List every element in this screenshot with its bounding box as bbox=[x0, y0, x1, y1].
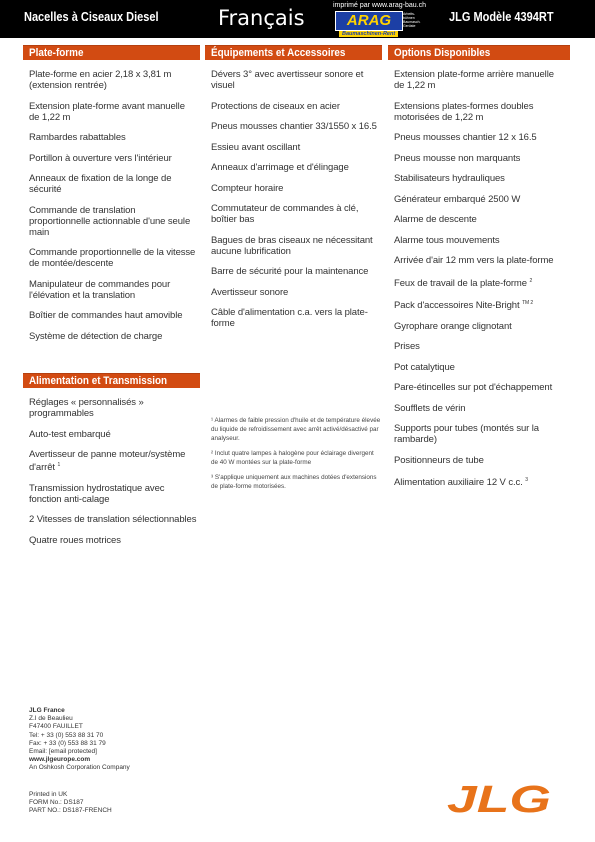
power-item bbox=[29, 429, 197, 440]
option-item-text: Soufflets de vérin bbox=[394, 402, 466, 414]
platform-item-text: Boîtier de commandes haut amovible bbox=[29, 310, 183, 321]
option-item bbox=[394, 153, 566, 164]
arag-logo-subtitle: Baumaschinen-Rent bbox=[339, 31, 398, 37]
fax: Fax: + 33 (0) 553 88 31 79 bbox=[29, 739, 106, 747]
equipment-item bbox=[211, 235, 379, 257]
header-bar bbox=[0, 0, 595, 38]
print-info bbox=[29, 791, 112, 816]
option-item bbox=[394, 132, 566, 143]
option-item bbox=[394, 101, 566, 123]
power-item-text: Quatre roues motrices bbox=[29, 534, 121, 546]
footnotes bbox=[211, 416, 381, 497]
power-item bbox=[29, 535, 197, 546]
equipment-item-text: Bagues de bras ciseaux ne nécessitant aucune lubrification bbox=[211, 234, 373, 257]
option-item bbox=[394, 362, 566, 373]
section-header-options: Options Disponibles bbox=[388, 45, 570, 60]
equipment-item bbox=[211, 121, 379, 132]
equipment-list bbox=[211, 69, 379, 339]
email: Email: [email protected] bbox=[29, 748, 97, 756]
option-item-text: Pneus mousses chantier 12 x 16.5 bbox=[394, 132, 537, 143]
arag-logo-name: ARAG bbox=[335, 11, 403, 31]
company-name: JLG France bbox=[29, 707, 65, 714]
option-item-text: Alimentation auxiliaire 12 V c.c. bbox=[394, 477, 523, 489]
platform-item bbox=[29, 247, 197, 269]
equipment-item bbox=[211, 142, 379, 153]
arag-logo-small-text: Arbeits- bühnen Baumasch. Gerüste bbox=[403, 12, 421, 28]
address-line-1: Z.I de Beaulieu bbox=[29, 715, 73, 723]
option-item bbox=[394, 173, 566, 184]
section-header-equipment: Équipements et Accessoires bbox=[205, 45, 382, 60]
equipment-item-text: Câble d'alimentation c.a. vers la plate-forme bbox=[211, 307, 368, 329]
equipment-item bbox=[211, 287, 379, 298]
option-item-footnote-ref: 3 bbox=[525, 477, 528, 484]
option-item-text: Prises bbox=[394, 341, 420, 353]
option-item bbox=[394, 475, 566, 488]
option-item bbox=[394, 194, 566, 205]
equipment-item-text: Protections de ciseaux en acier bbox=[211, 100, 340, 112]
option-item-text: Pot catalytique bbox=[394, 361, 455, 373]
platform-item-text: Commande proportionnelle de la vitesse de montée/descente bbox=[29, 247, 196, 269]
footnote-2: ² Inclut quatre lampes à halogène pour éclairage divergent de 40 W montées sur la plate-forme bbox=[211, 450, 374, 466]
option-item-footnote-ref: TM 2 bbox=[522, 300, 534, 307]
option-item-text: Arrivée d'air 12 mm vers la plate-forme bbox=[394, 255, 554, 266]
option-item-text: Pare-étincelles sur pot d'échappement bbox=[394, 382, 553, 394]
platform-item bbox=[29, 310, 197, 321]
platform-item bbox=[29, 132, 197, 143]
option-item-text: Alarme de descente bbox=[394, 214, 477, 225]
printed-by: imprimé par www.arag-bau.ch bbox=[333, 2, 426, 9]
platform-item bbox=[29, 153, 197, 164]
platform-item-text: Manipulateur de commandes pour l'élévation et la translation bbox=[29, 278, 171, 301]
printed-in: Printed in UK bbox=[29, 791, 68, 798]
option-item bbox=[394, 235, 566, 246]
option-item bbox=[394, 455, 566, 466]
power-item-text: 2 Vitesses de translation sélectionnables bbox=[29, 514, 197, 526]
phone: Tel: + 33 (0) 553 88 31 70 bbox=[29, 731, 104, 739]
jlg-logo-text: JLG bbox=[447, 779, 551, 818]
part-number: PART NO.: DS187-FRENCH bbox=[29, 807, 112, 815]
form-number: FORM No.: DS187 bbox=[29, 799, 84, 807]
equipment-item bbox=[211, 266, 379, 277]
power-item-footnote-ref: 1 bbox=[57, 462, 61, 468]
power-item bbox=[29, 483, 197, 505]
option-item bbox=[394, 255, 566, 266]
option-item bbox=[394, 341, 566, 352]
option-item-text: Générateur embarqué 2500 W bbox=[394, 193, 521, 205]
equipment-item-text: Anneaux d'arrimage et d'élingage bbox=[211, 162, 349, 173]
option-item-text: Pack d'accessoires Nite-Bright bbox=[394, 300, 520, 312]
language-label: Français bbox=[218, 6, 305, 30]
platform-list bbox=[29, 69, 197, 351]
option-item bbox=[394, 403, 566, 414]
option-item-text: Alarme tous mouvements bbox=[394, 234, 500, 246]
option-item bbox=[394, 69, 566, 91]
equipment-item-text: Pneus mousses chantier 33/1550 x 16.5 bbox=[211, 121, 377, 132]
options-list bbox=[394, 69, 566, 498]
platform-item bbox=[29, 101, 197, 123]
power-item bbox=[29, 397, 197, 419]
equipment-item bbox=[211, 183, 379, 194]
contact-block bbox=[29, 707, 130, 773]
website-link[interactable]: www.jlgeurope.com bbox=[29, 756, 91, 764]
power-list bbox=[29, 397, 197, 555]
equipment-item-text: Dévers 3° avec avertisseur sonore et visuel bbox=[211, 69, 364, 91]
equipment-item-text: Barre de sécurité pour la maintenance bbox=[211, 266, 369, 277]
platform-item-text: Portillon à ouverture vers l'intérieur bbox=[29, 152, 172, 164]
platform-item-text: Commande de translation proportionnelle actionnable d'une seule main bbox=[29, 204, 191, 238]
option-item bbox=[394, 214, 566, 225]
section-header-platform: Plate-forme bbox=[23, 45, 200, 60]
option-item-text: Pneus mousse non marquants bbox=[394, 152, 521, 164]
option-item bbox=[394, 382, 566, 393]
option-item bbox=[394, 423, 566, 445]
platform-item-text: Plate-forme en acier 2,18 x 3,81 m (extension rentrée) bbox=[29, 69, 172, 91]
power-item bbox=[29, 449, 197, 473]
platform-item-text: Extension plate-forme avant manuelle de 1,22 m bbox=[29, 100, 185, 123]
platform-item-text: Système de détection de charge bbox=[29, 330, 163, 342]
equipment-item bbox=[211, 307, 379, 329]
tagline: An Oshkosh Corporation Company bbox=[29, 764, 130, 772]
option-item-text: Positionneurs de tube bbox=[394, 454, 484, 466]
address-line-2: F47400 FAUILLET bbox=[29, 723, 83, 731]
power-item bbox=[29, 514, 197, 525]
power-item-text: Avertisseur de panne moteur/système d'arrêt bbox=[29, 449, 186, 474]
equipment-item-text: Avertisseur sonore bbox=[211, 286, 289, 298]
arag-logo bbox=[335, 11, 432, 38]
platform-item-text: Rambardes rabattables bbox=[29, 132, 126, 143]
equipment-item bbox=[211, 162, 379, 173]
power-item-text: Auto-test embarqué bbox=[29, 428, 111, 440]
option-item-text: Stabilisateurs hydrauliques bbox=[394, 173, 505, 184]
footnote-3: ³ S'applique uniquement aux machines dotées d'extensions de plate-forme motorisées. bbox=[211, 474, 377, 490]
platform-item-text: Anneaux de fixation de la longe de sécurité bbox=[29, 173, 172, 195]
platform-item bbox=[29, 205, 197, 238]
section-header-power: Alimentation et Transmission bbox=[23, 373, 200, 388]
equipment-item bbox=[211, 69, 379, 91]
power-item-text: Transmission hydrostatique avec fonction anti-calage bbox=[29, 482, 165, 505]
equipment-item-text: Commutateur de commandes à clé, boîtier bas bbox=[211, 203, 359, 225]
option-item-text: Feux de travail de la plate-forme bbox=[394, 277, 527, 289]
equipment-item-text: Compteur horaire bbox=[211, 182, 284, 194]
option-item bbox=[394, 276, 566, 289]
equipment-item-text: Essieu avant oscillant bbox=[211, 141, 301, 153]
document-title: Nacelles à Ciseaux Diesel bbox=[24, 10, 159, 24]
option-item-footnote-ref: 2 bbox=[529, 277, 533, 284]
option-item bbox=[394, 321, 566, 332]
power-item-text: Réglages « personnalisés » programmables bbox=[29, 397, 144, 419]
option-item-text: Supports pour tubes (montés sur la rambarde) bbox=[394, 423, 539, 446]
platform-item bbox=[29, 69, 197, 91]
model-title: JLG Modèle 4394RT bbox=[449, 10, 554, 24]
option-item-text: Gyrophare orange clignotant bbox=[394, 320, 512, 332]
platform-item bbox=[29, 331, 197, 342]
jlg-logo bbox=[445, 778, 555, 818]
platform-item bbox=[29, 279, 197, 301]
option-item-text: Extensions plates-formes doubles motorisées de 1,22 m bbox=[394, 100, 534, 123]
footnote-1: ¹ Alarmes de faible pression d'huile et de température élevée du liquide de refroidissement avec arrêt activé/désactivé par analyseur. bbox=[211, 417, 381, 442]
option-item bbox=[394, 298, 566, 311]
option-item-text: Extension plate-forme arrière manuelle de 1,22 m bbox=[394, 69, 554, 91]
equipment-item bbox=[211, 101, 379, 112]
equipment-item bbox=[211, 203, 379, 225]
platform-item bbox=[29, 173, 197, 195]
